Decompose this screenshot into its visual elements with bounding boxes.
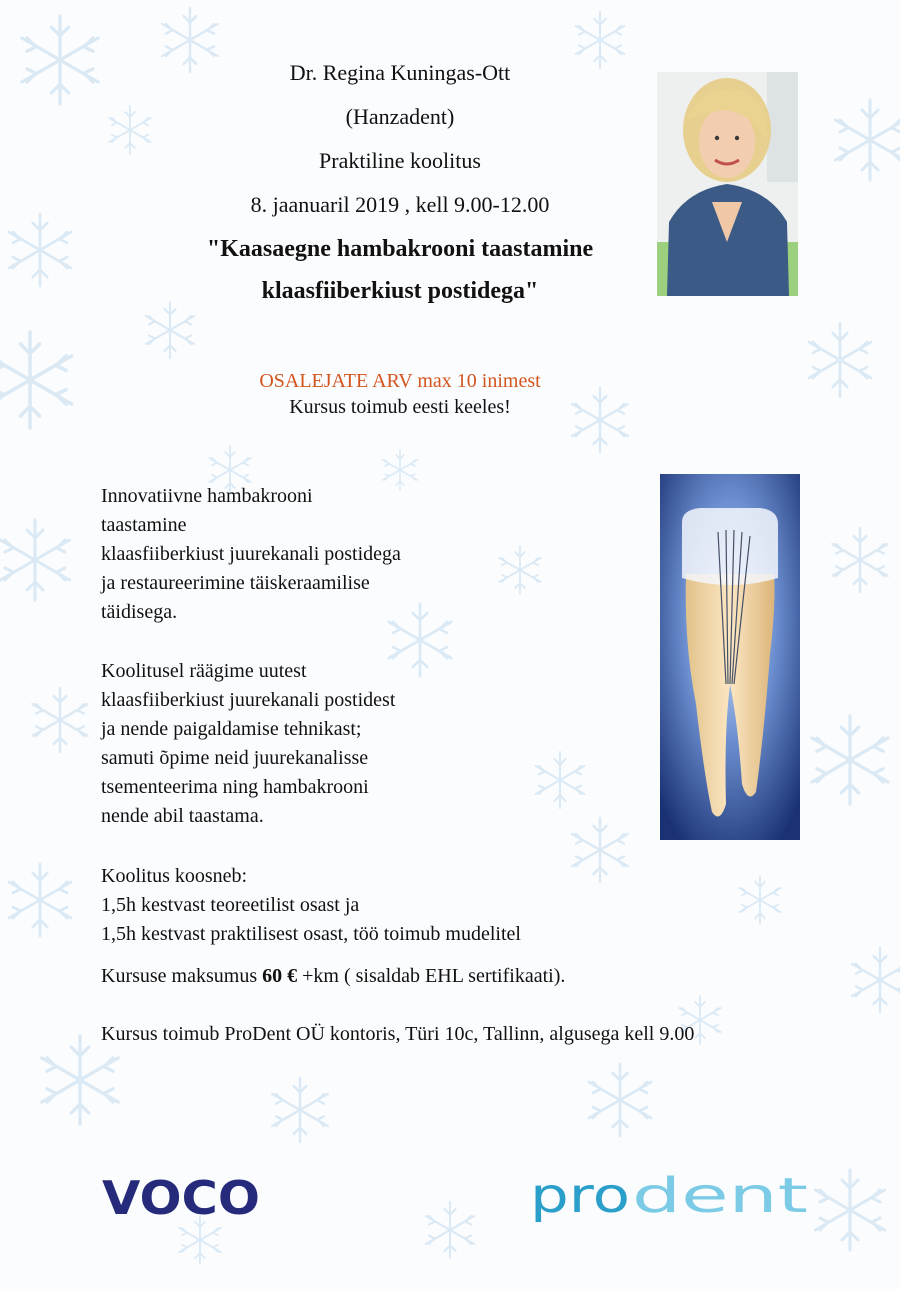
intro-line: Innovatiivne hambakrooni xyxy=(101,485,313,507)
participant-limit: OSALEJATE ARV max 10 inimest xyxy=(259,370,541,392)
details-line: samuti õpime neid juurekanalisse xyxy=(101,747,369,769)
intro-line: taastamine xyxy=(101,514,187,536)
course-title-line2: klaasfiiberkiust postidega" xyxy=(261,278,539,304)
event-type: Praktiline koolitus xyxy=(319,148,481,173)
prodent-logo-part1: pro xyxy=(530,1168,630,1224)
price-amount: 60 € xyxy=(262,965,298,987)
structure-line: 1,5h kestvast teoreetilist osast ja xyxy=(101,894,360,916)
intro-line: täidisega. xyxy=(101,601,178,623)
prodent-logo xyxy=(530,1168,812,1224)
event-date-time: 8. jaanuaril 2019 , kell 9.00-12.00 xyxy=(250,192,550,217)
voco-logo xyxy=(102,1174,262,1220)
details-line: klaasfiiberkiust juurekanali postidest xyxy=(101,689,396,711)
intro-line: ja restaureerimine täiskeraamilise xyxy=(101,572,370,594)
event-header xyxy=(150,60,650,320)
structure-paragraph xyxy=(101,862,661,949)
prodent-logo-part2: dent xyxy=(632,1168,808,1224)
details-line: tsementeerima ning hambakrooni xyxy=(101,776,369,798)
presenter-company: (Hanzadent) xyxy=(345,104,455,129)
intro-paragraph xyxy=(101,482,521,627)
participant-info xyxy=(150,368,650,420)
details-line: nende abil taastama. xyxy=(101,805,264,827)
price-suffix: +km ( sisaldab EHL sertifikaati). xyxy=(297,965,566,987)
tooth-fiber-post-illustration xyxy=(660,474,800,840)
voco-logo-text: VOCO xyxy=(102,1174,260,1220)
course-location: Kursus toimub ProDent OÜ kontoris, Türi 10c, Tallinn, algusega kell 9.00 xyxy=(101,1023,695,1045)
presenter-portrait-photo xyxy=(657,72,798,296)
presenter-name: Dr. Regina Kuningas-Ott xyxy=(289,60,511,85)
details-paragraph xyxy=(101,657,521,831)
course-price xyxy=(101,962,801,991)
price-prefix: Kursuse maksumus xyxy=(101,965,263,987)
structure-line: Koolitus koosneb: xyxy=(101,865,248,887)
details-line: ja nende paigaldamise tehnikast; xyxy=(101,718,362,740)
course-title-line1: "Kaasaegne hambakrooni taastamine xyxy=(206,236,594,262)
course-language: Kursus toimub eesti keeles! xyxy=(289,396,511,418)
intro-line: klaasfiiberkiust juurekanali postidega xyxy=(101,543,401,565)
details-line: Koolitusel räägime uutest xyxy=(101,660,307,682)
structure-line: 1,5h kestvast praktilisest osast, töö toimub mudelitel xyxy=(101,923,521,945)
